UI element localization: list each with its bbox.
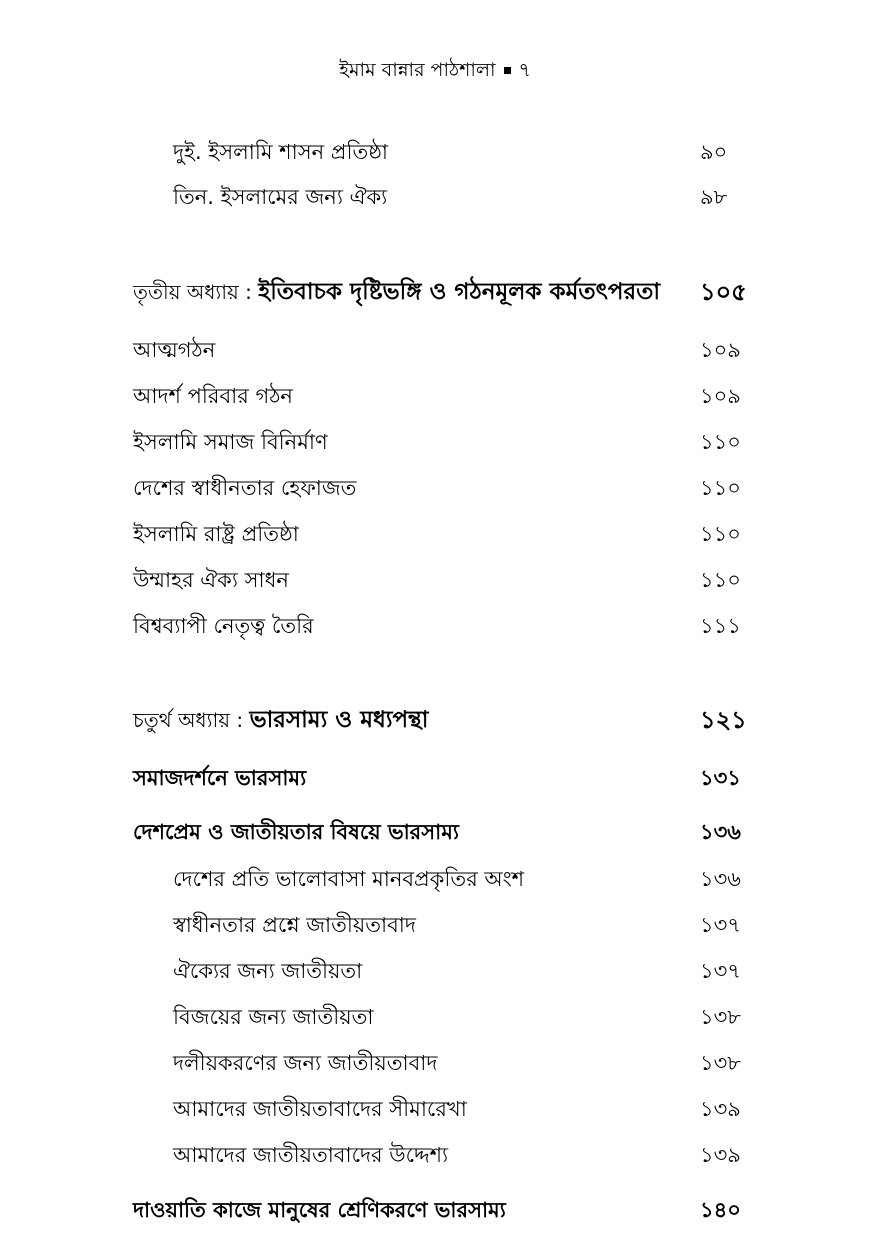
toc-entry-title: আমাদের জাতীয়তাবাদের উদ্দেশ্য [173, 1143, 449, 1167]
toc-entry-title: উম্মাহর ঐক্য সাধন [133, 568, 289, 592]
chapter-page: ১০৫ [700, 278, 747, 306]
running-header [0, 56, 870, 88]
toc-entry-title: আমাদের জাতীয়তাবাদের সীমারেখা [173, 1097, 467, 1121]
toc-entry-page: ১০৯ [700, 384, 741, 408]
toc-entry-page: ১৩৯ [700, 1143, 741, 1167]
toc-entry [0, 905, 870, 945]
page-number: ৭ [518, 59, 531, 81]
toc-entry-page: ১১০ [700, 522, 741, 546]
chapter-title [133, 700, 428, 740]
toc-entry-title: দলীয়করণের জন্য জাতীয়তাবাদ [173, 1051, 438, 1075]
toc-section-page: ১৪০ [700, 1198, 741, 1222]
toc-entry-page: ৯০ [700, 140, 728, 164]
toc-entry-title: দেশের স্বাধীনতার হেফাজত [133, 476, 357, 500]
toc-entry-title: আত্মগঠন [133, 338, 216, 362]
toc-entry-title: স্বাধীনতার প্রশ্নে জাতীয়তাবাদ [173, 913, 416, 937]
toc-entry-title: দুই. ইসলামি শাসন প্রতিষ্ঠা [173, 140, 388, 164]
toc-entry-title: বিশ্বব্যাপী নেতৃত্ব তৈরি [133, 614, 314, 638]
toc-entry [0, 330, 870, 370]
book-title: ইমাম বান্নার পাঠশালা [339, 59, 496, 81]
chapter-title [133, 272, 660, 312]
toc-section-title: সমাজদর্শনে ভারসাম্য [133, 766, 307, 790]
toc-entry-page: ১৩৮ [700, 1051, 741, 1075]
separator-square-icon [504, 67, 511, 74]
toc-entry-title: বিজয়ের জন্য জাতীয়তা [173, 1005, 374, 1029]
chapter-prefix: চতুর্থ অধ্যায় : [133, 708, 250, 732]
toc-section [0, 812, 870, 852]
toc-entry-page: ১১০ [700, 568, 741, 592]
toc-section-title: দাওয়াতি কাজে মানুষের শ্রেণিকরণে ভারসাম্য [133, 1198, 506, 1222]
toc-entry-page: ১১০ [700, 430, 741, 454]
toc-entry-page: ১১০ [700, 476, 741, 500]
chapter-name: ইতিবাচক দৃষ্টিভঙ্গি ও গঠনমূলক কর্মতৎপরতা [258, 279, 661, 305]
toc-entry-page: ১১১ [700, 614, 741, 638]
toc-section-title: দেশপ্রেম ও জাতীয়তার বিষয়ে ভারসাম্য [133, 820, 459, 844]
toc-entry-page: ১৩৯ [700, 1097, 741, 1121]
toc-entry [0, 1043, 870, 1083]
toc-entry [0, 514, 870, 554]
toc-entry [0, 1089, 870, 1129]
toc-entry-page: ১৩৭ [700, 913, 741, 937]
toc-section [0, 758, 870, 798]
toc-entry [0, 468, 870, 508]
toc-chapter-heading [0, 700, 870, 740]
toc-section-page: ১৩৬ [700, 820, 741, 844]
toc-entry [0, 997, 870, 1037]
toc-entry-page: ১০৯ [700, 338, 741, 362]
toc-entry [0, 951, 870, 991]
toc-entry-title: তিন. ইসলামের জন্য ঐক্য [173, 185, 388, 209]
toc-section [0, 1190, 870, 1230]
toc-entry-page: ১৩৮ [700, 1005, 741, 1029]
toc-entry [0, 1135, 870, 1175]
toc-entry-page: ৯৮ [700, 185, 728, 209]
toc-entry-title: ইসলামি রাষ্ট্র প্রতিষ্ঠা [133, 522, 299, 546]
toc-entry [0, 606, 870, 646]
toc-section-page: ১৩১ [700, 766, 741, 790]
toc-entry [0, 859, 870, 899]
toc-entry-title: আদর্শ পরিবার গঠন [133, 384, 293, 408]
toc-entry-page: ১৩৭ [700, 959, 741, 983]
toc-entry-title: দেশের প্রতি ভালোবাসা মানবপ্রকৃতির অংশ [173, 867, 525, 891]
toc-entry [0, 560, 870, 600]
toc-entry [0, 177, 870, 217]
chapter-name: ভারসাম্য ও মধ্যপন্থা [249, 707, 429, 733]
toc-entry-page: ১৩৬ [700, 867, 741, 891]
toc-entry [0, 132, 870, 172]
chapter-page: ১২১ [700, 706, 747, 734]
chapter-prefix: তৃতীয় অধ্যায় : [133, 280, 259, 304]
toc-chapter-heading [0, 272, 870, 312]
toc-entry-title: ইসলামি সমাজ বিনির্মাণ [133, 430, 328, 454]
toc-entry-title: ঐক্যের জন্য জাতীয়তা [173, 959, 363, 983]
toc-entry [0, 376, 870, 416]
toc-entry [0, 422, 870, 462]
